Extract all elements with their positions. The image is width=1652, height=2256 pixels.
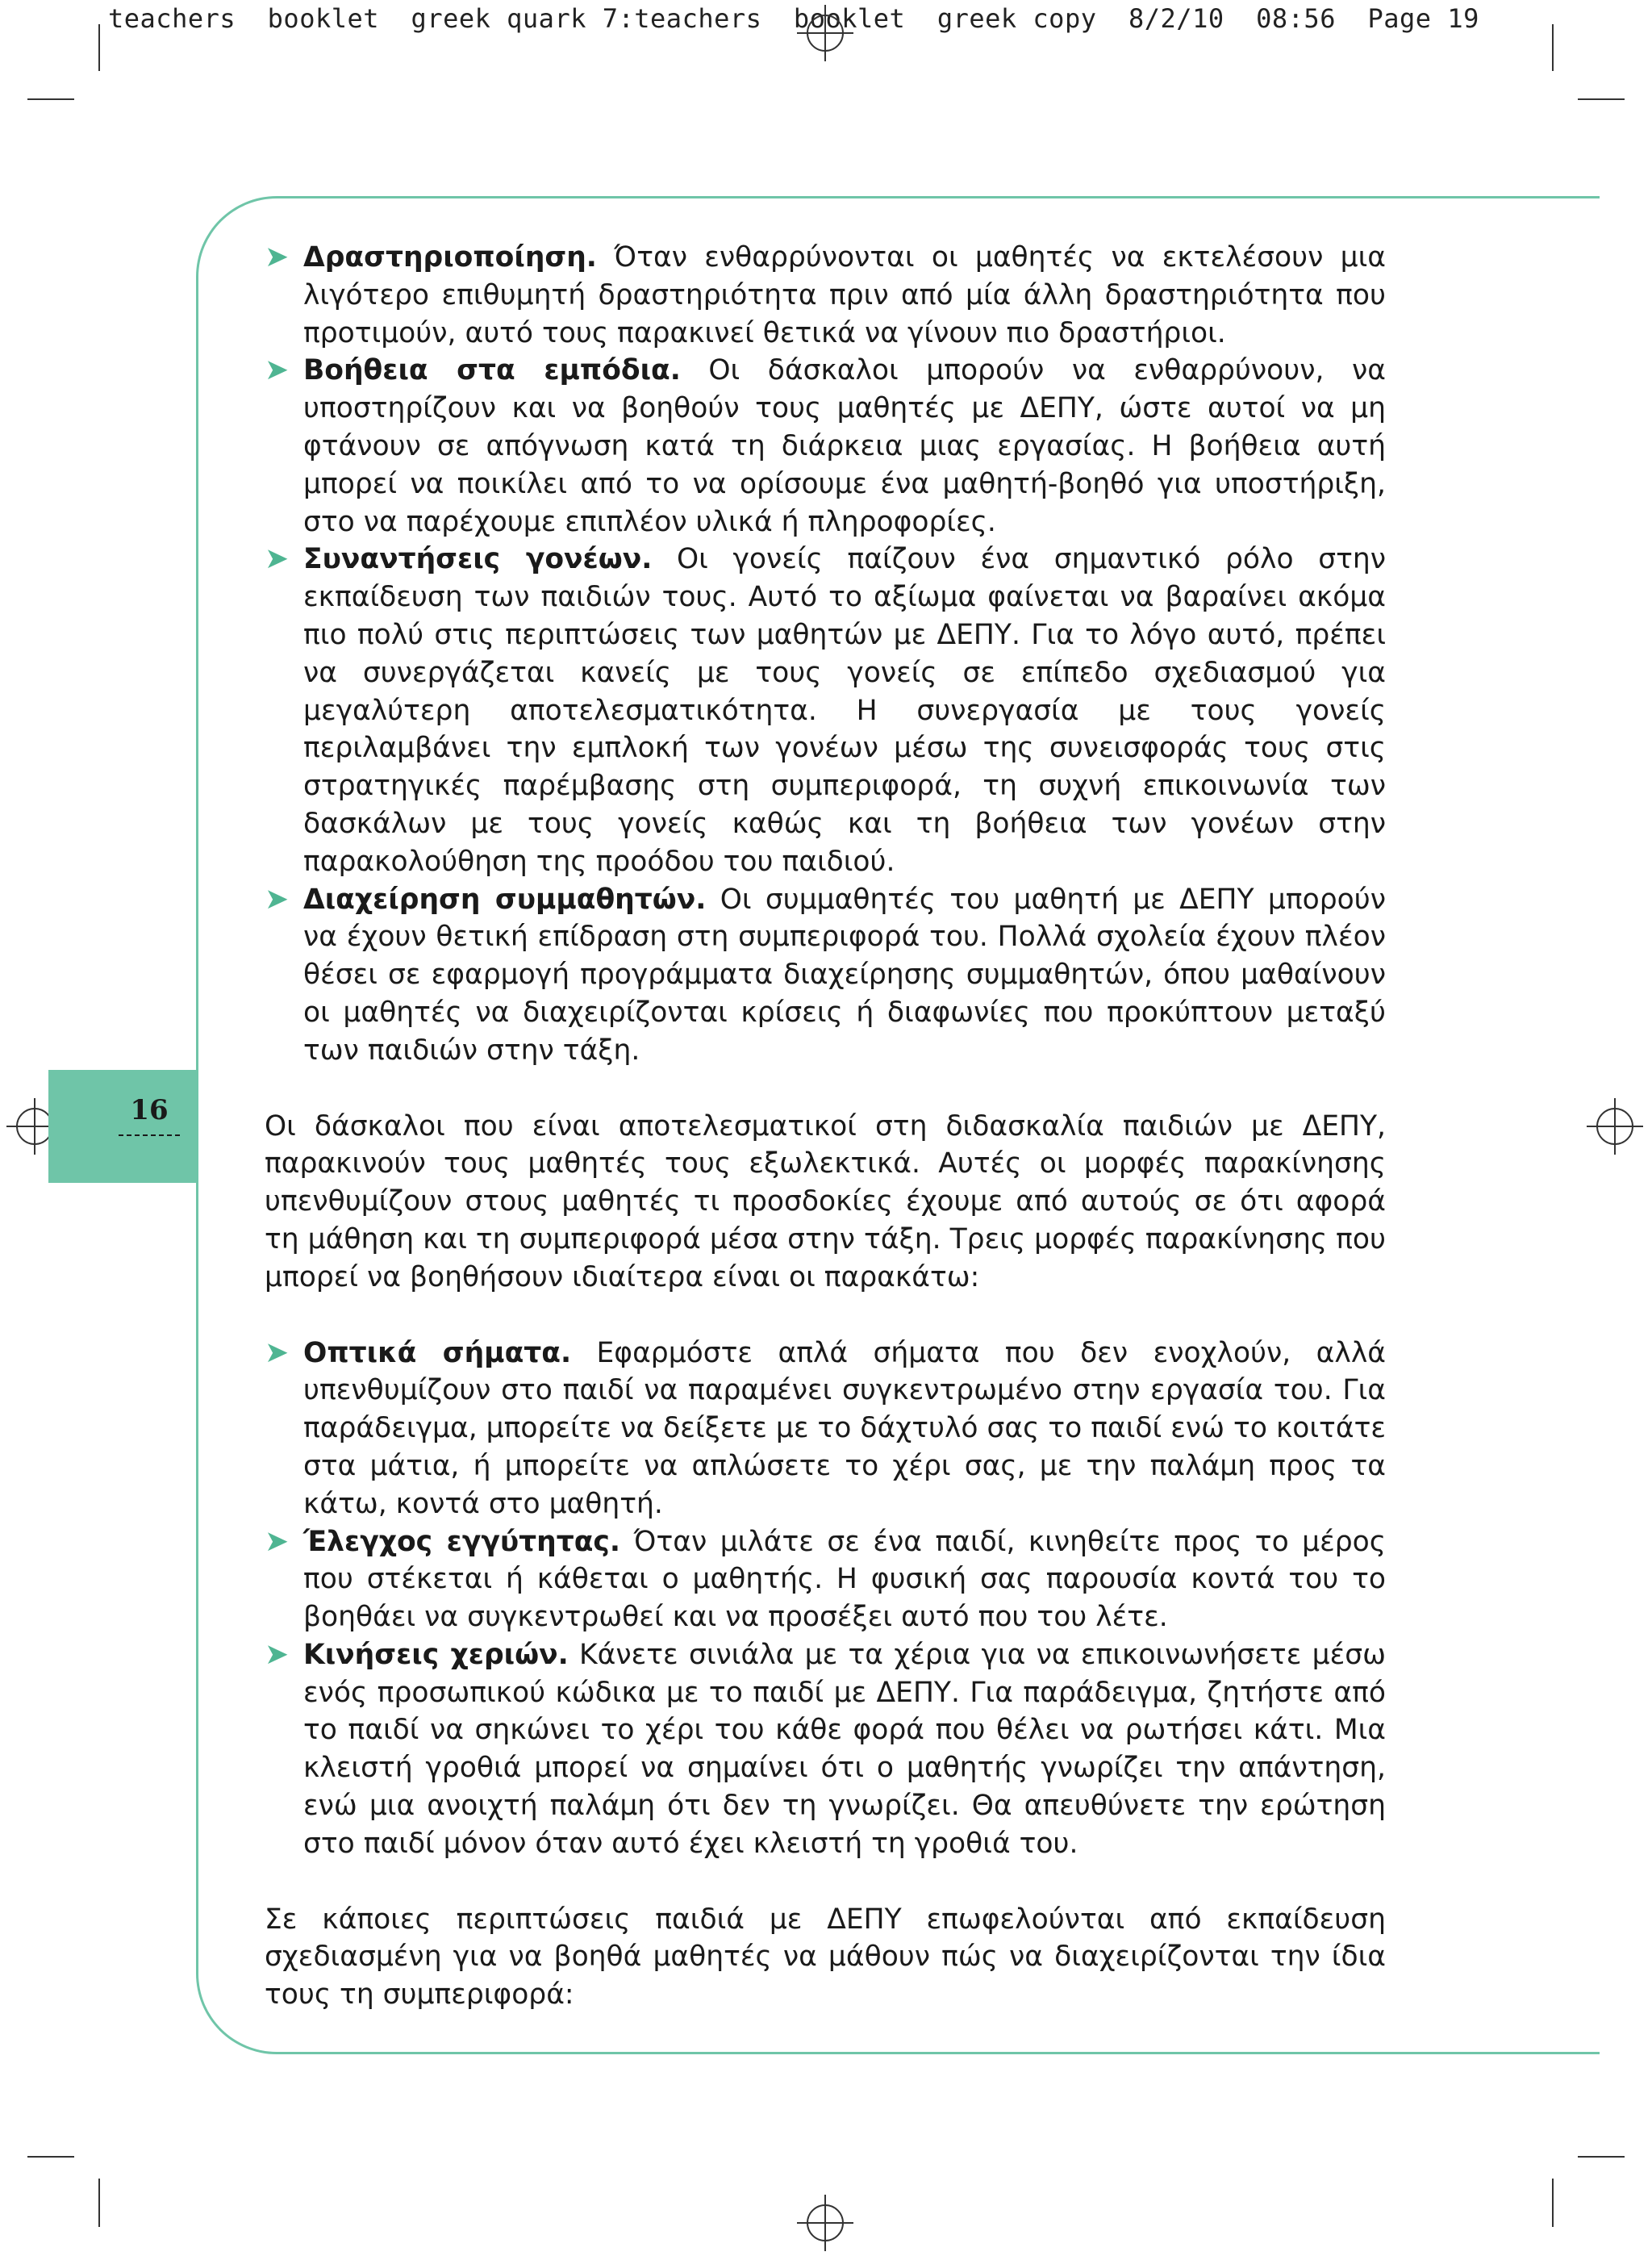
bullet-label: Δραστηριοποίηση.: [303, 241, 597, 274]
bullet-label: Βοήθεια στα εμπόδια.: [303, 354, 681, 387]
arrow-bullet-icon: ➤: [265, 240, 290, 274]
crop-mark: [98, 2179, 100, 2227]
bullet-item: [265, 1636, 1386, 1863]
page-content: [265, 239, 1386, 2014]
print-slug: teachers booklet greek quark 7:teachers booklet greek copy 8/2/10 08:56 Page 19: [108, 3, 1479, 34]
page-number-tab: [48, 1070, 198, 1183]
paragraph: Σε κάποιες περιπτώσεις παιδιά με ΔΕΠΥ επωφελούνται από εκπαίδευση σχεδιασμένη για να βοηθά μαθητές να μάθουν πώς να διαχειρίζονται την ίδια τους τη συμπεριφορά:: [265, 1903, 1386, 2012]
bullet-item: [265, 541, 1386, 880]
bullet-text: Κάνετε σινιάλα με τα χέρια για να επικοινωνήσετε μέσω ενός προσωπικού κώδικα με το παιδί με ΔΕΠΥ. Για παράδειγμα, ζητήστε από το παιδί να σηκώνει το χέρι του κάθε φορά που θέλει να ρωτήσει κάτι. Μια κλειστή γροθιά μπορεί να σημαίνει ότι ο μαθητής γνωρίζει την απάντηση, ενώ μια ανοιχτή παλάμη ότι δεν τη γνωρίζει. Θα απευθύνετε την ερώτηση στο παιδί μόνον όταν αυτό έχει κλειστή τη γροθιά του.: [303, 1638, 1386, 1860]
bullet-label: Οπτικά σήματα.: [303, 1336, 572, 1369]
bullet-text: Όταν ενθαρρύνονται οι μαθητές να εκτελέσουν μια λιγότερο επιθυμητή δραστηριότητα πριν από μία άλλη δραστηριότητα που προτιμούν, αυτό τους παρακινεί θετικά να γίνουν πιο δραστήριοι.: [303, 241, 1386, 349]
bullet-item: [265, 1335, 1386, 1523]
bullet-label: Έλεγχος εγγύτητας.: [303, 1525, 620, 1558]
arrow-bullet-icon: ➤: [265, 1335, 290, 1369]
bullet-label: Κινήσεις χεριών.: [303, 1638, 569, 1671]
registration-mark-top: [797, 5, 853, 61]
bullet-text: Εφαρμόστε απλά σήματα που δεν ενοχλούν, αλλά υπενθυμίζουν στο παιδί να παραμένει συγκεντρωμένο στην εργασία του. Για παράδειγμα, μπορείτε να δείξετε με το δάχτυλό σας το παιδί ενώ το κοιτάτε στα μάτια, ή μπορείτε να απλώσετε το χέρι σας, με την παλάμη προς τα κάτω, κοντά στο μαθητή.: [303, 1336, 1386, 1520]
bullet-text: Οι δάσκαλοι μπορούν να ενθαρρύνουν, να υποστηρίζουν και να βοηθούν τους μαθητές με ΔΕΠΥ, ώστε αυτοί να μη φτάνουν σε απόγνωση κατά τη διάρκεια μιας εργασίας. Η βοήθεια αυτή μπορεί να ποικίλει από το να ορίσουμε ένα μαθητή-βοηθό για υποστήριξη, στο να παρέχουμε επιπλέον υλικά ή πληροφορίες.: [303, 354, 1386, 538]
page-number-underline: [119, 1134, 180, 1136]
spacer: [265, 1297, 1386, 1335]
arrow-bullet-icon: ➤: [265, 353, 290, 387]
bullet-text: Οι γονείς παίζουν ένα σημαντικό ρόλο στην εκπαίδευση των παιδιών τους. Αυτό το αξίωμα φαίνεται να βαραίνει ακόμα πιο πολύ στις περιπτώσεις των μαθητών με ΔΕΠΥ. Για το λόγο αυτό, πρέπει να συνεργάζεται κανείς με τους γονείς σε επίπεδο σχεδιασμού για μεγαλύτερη αποτελεσματικότητα. Η συνεργασία με τους γονείς περιλαμβάνει την εμπλοκή των γονέων μέσω της συνεισφοράς τους στις στρατηγικές παρέμβασης στη συμπεριφορά, τη συχνή επικοινωνία των δασκάλων με τους γονείς καθώς και τη βοήθεια των γονέων στην παρακολούθηση της προόδου του παιδιού.: [303, 543, 1386, 878]
bullet-item: [265, 239, 1386, 352]
crop-mark: [98, 24, 100, 71]
crop-mark: [1578, 2156, 1625, 2158]
bullet-label: Συναντήσεις γονέων.: [303, 543, 653, 576]
page-number: 16: [130, 1094, 169, 1126]
bullet-item: [265, 1523, 1386, 1636]
crop-mark: [27, 2156, 74, 2158]
crop-mark: [1552, 2179, 1554, 2227]
bullet-item: [265, 881, 1386, 1070]
spacer: [265, 1863, 1386, 1901]
crop-mark: [1578, 98, 1625, 100]
spacer: [265, 1070, 1386, 1108]
bullet-label: Διαχείρηση συμμαθητών.: [303, 883, 707, 916]
crop-mark: [27, 98, 74, 100]
arrow-bullet-icon: ➤: [265, 1637, 290, 1671]
bullet-text: Όταν μιλάτε σε ένα παιδί, κινηθείτε προς το μέρος που στέκεται ή κάθεται ο μαθητής. Η φυσική σας παρουσία κοντά του το βοηθάει να συγκεντρωθεί και να προσέξει αυτό που του λέτε.: [303, 1525, 1386, 1634]
arrow-bullet-icon: ➤: [265, 1524, 290, 1558]
crop-mark: [1552, 24, 1554, 71]
arrow-bullet-icon: ➤: [265, 542, 290, 576]
bullet-item: [265, 352, 1386, 541]
bullet-text: Οι συμμαθητές του μαθητή με ΔΕΠΥ μπορούν να έχουν θετική επίδραση στη συμπεριφορά του. Πολλά σχολεία έχουν πλέον θέσει σε εφαρμογή προγράμματα διαχείρησης συμμαθητών, όπου μαθαίνουν οι μαθητές να διαχειρίζονται κρίσεις ή διαφωνίες που προκύπτουν μεταξύ των παιδιών στην τάξη.: [303, 883, 1386, 1067]
arrow-bullet-icon: ➤: [265, 882, 290, 916]
paragraph: Οι δάσκαλοι που είναι αποτελεσματικοί στη διδασκαλία παιδιών με ΔΕΠΥ, παρακινούν τους μαθητές τους εξωλεκτικά. Αυτές οι μορφές παρακίνησης υπενθυμίζουν στους μαθητές τι προσδοκίες έχουμε από αυτούς σε ότι αφορά τη μάθηση και τη συμπεριφορά μέσα στην τάξη. Τρεις μορφές παρακίνησης που μπορεί να βοηθήσουν ιδιαίτερα είναι οι παρακάτω:: [265, 1109, 1386, 1293]
registration-mark-bottom: [797, 2195, 853, 2251]
